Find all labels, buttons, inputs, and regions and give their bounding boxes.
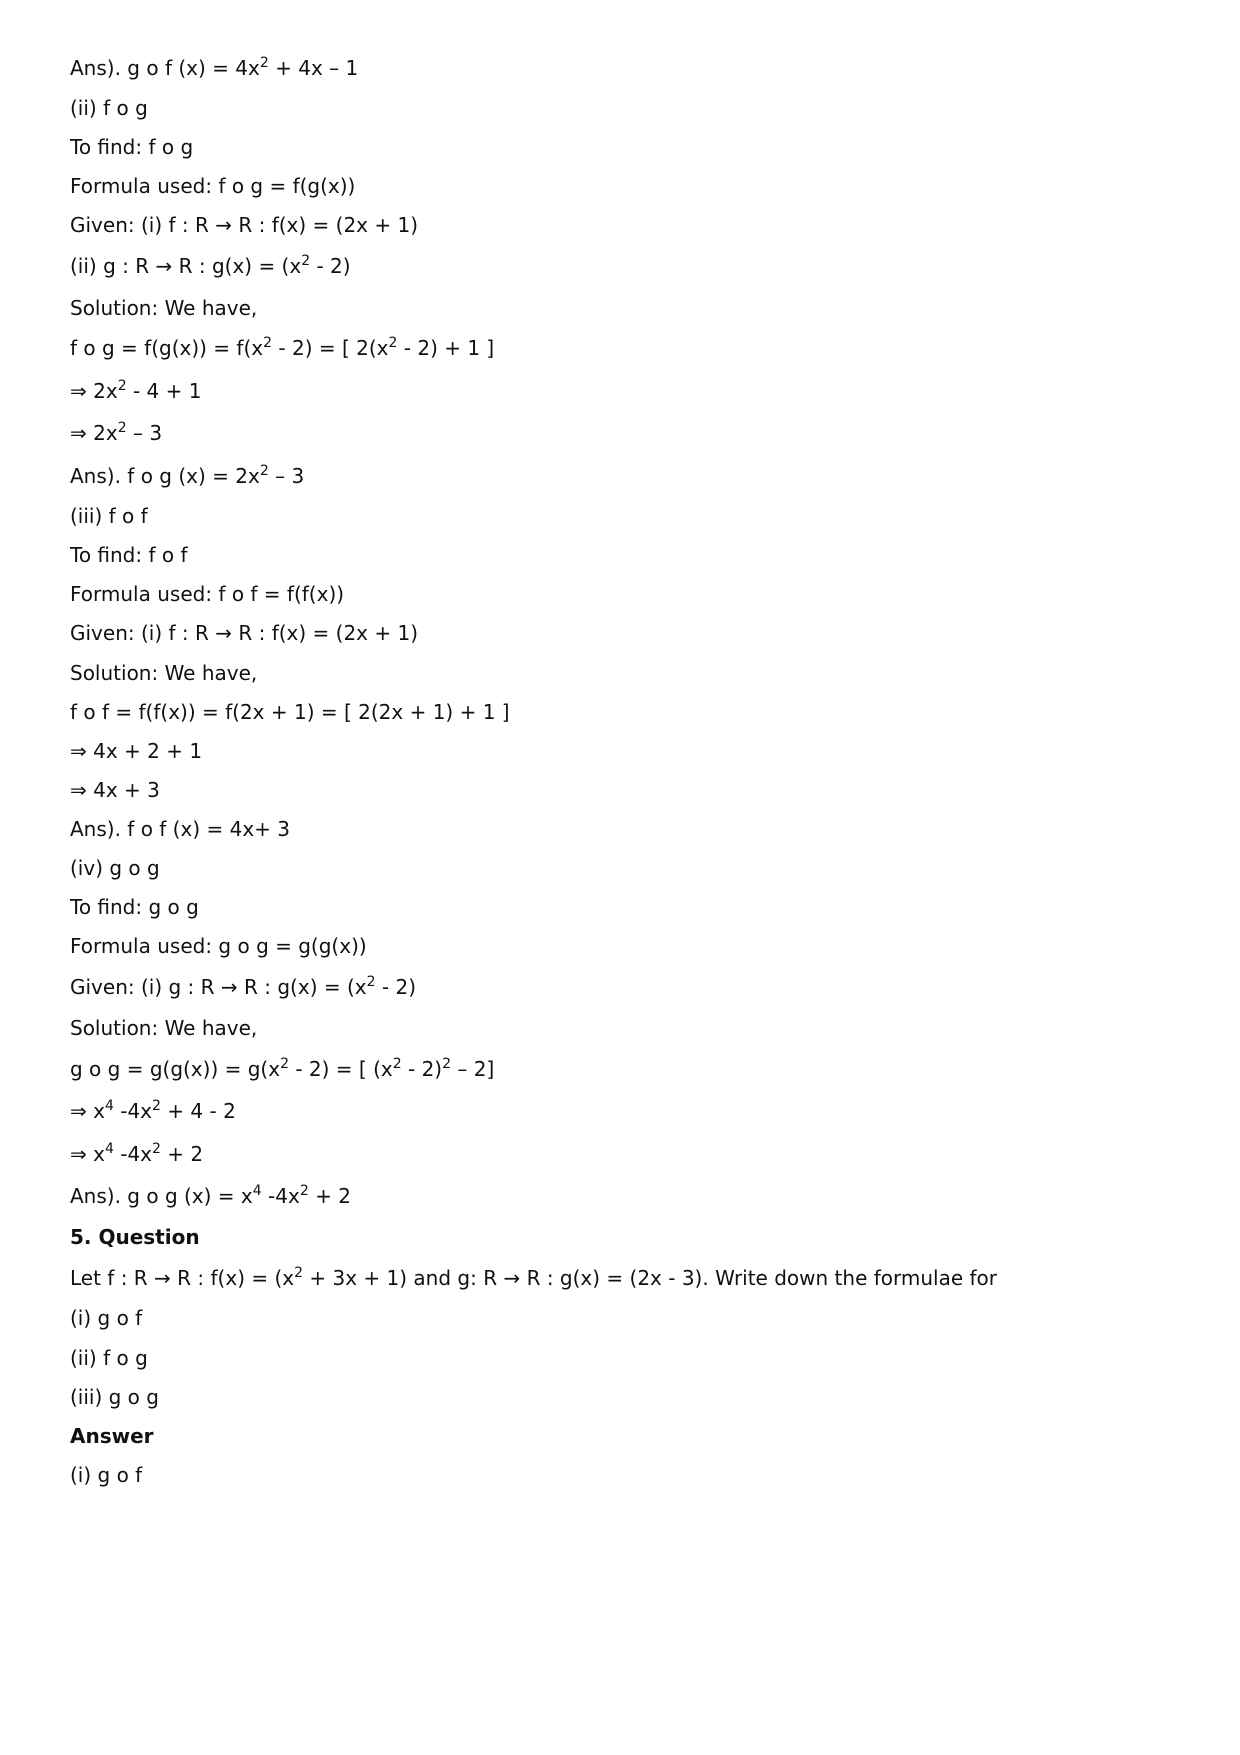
- text-segment: Formula used: f o g = f(g(x)): [70, 174, 356, 198]
- text-segment: ⇒ 4x + 3: [70, 778, 160, 802]
- text-line: [70, 296, 257, 320]
- text-segment: Formula used: g o g = g(g(x)): [70, 934, 367, 958]
- text-segment: ⇒ 4x + 2 + 1: [70, 739, 203, 763]
- text-segment: (ii) f o g: [70, 96, 148, 120]
- text-segment: ⇒ 2x: [70, 379, 118, 403]
- text-line: [70, 213, 418, 237]
- text-line: [70, 56, 358, 80]
- superscript: 2: [280, 1056, 289, 1072]
- text-segment: To find: f o g: [70, 135, 194, 159]
- text-line: [70, 1184, 351, 1208]
- text-segment: Ans). f o g (x) = 2x: [70, 464, 260, 488]
- section-heading: [70, 1424, 154, 1448]
- section-heading: [70, 1225, 200, 1249]
- text-line: [70, 975, 416, 999]
- text-line: [70, 621, 418, 645]
- text-segment: Let f : R → R : f(x) = (x: [70, 1266, 295, 1290]
- text-segment: - 2): [310, 254, 351, 278]
- superscript: 4: [104, 1098, 114, 1114]
- text-segment: Solution: We have,: [70, 1016, 258, 1040]
- text-line: [70, 661, 257, 685]
- text-line: [70, 1306, 142, 1330]
- superscript: 2: [301, 253, 311, 269]
- text-segment: + 4x – 1: [268, 56, 359, 80]
- text-segment: ⇒ 2x: [70, 421, 118, 445]
- text-line: [70, 700, 510, 724]
- superscript: 2: [263, 335, 273, 351]
- text-segment: f o g = f(g(x)) = f(x: [70, 336, 264, 360]
- text-segment: g o g = g(g(x)) = g(x: [70, 1057, 281, 1081]
- text-line: [70, 504, 148, 528]
- text-segment: + 3x + 1) and g: R → R : g(x) = (2x - 3). Write down the formulae for: [303, 1266, 998, 1290]
- text-line: [70, 1099, 236, 1123]
- text-line: [70, 895, 199, 919]
- superscript: 4: [104, 1141, 114, 1157]
- text-segment: - 4 + 1: [126, 379, 202, 403]
- superscript: 2: [117, 420, 127, 436]
- text-line: [70, 174, 355, 198]
- text-segment: Ans). g o g (x) = x: [70, 1184, 253, 1208]
- text-segment: (i) g o f: [70, 1306, 143, 1330]
- text-line: [70, 1346, 148, 1370]
- text-line: [70, 856, 160, 880]
- text-segment: (iv) g o g: [70, 856, 160, 880]
- superscript: 2: [366, 974, 376, 990]
- text-segment: (iii) f o f: [70, 504, 148, 528]
- text-segment: Formula used: f o f = f(f(x)): [70, 582, 345, 606]
- text-segment: -4x: [261, 1184, 300, 1208]
- text-segment: Solution: We have,: [70, 661, 258, 685]
- text-segment: - 2): [401, 1057, 443, 1081]
- superscript: 2: [294, 1265, 304, 1281]
- text-line: [70, 379, 201, 403]
- text-segment: - 2) = [ 2(x: [272, 336, 389, 360]
- text-segment: To find: g o g: [70, 895, 199, 919]
- text-segment: + 4 - 2: [160, 1099, 236, 1123]
- text-segment: ⇒ x: [70, 1142, 105, 1166]
- text-segment: Ans). g o f (x) = 4x: [70, 56, 260, 80]
- text-segment: + 2: [160, 1142, 204, 1166]
- text-line: [70, 464, 304, 488]
- text-segment: - 2) = [ (x: [288, 1057, 393, 1081]
- text-segment: Ans). f o f (x) = 4x+ 3: [70, 817, 290, 841]
- text-segment: – 2]: [451, 1057, 495, 1081]
- text-line: [70, 1142, 203, 1166]
- superscript: 2: [117, 378, 127, 394]
- superscript: 2: [392, 1056, 402, 1072]
- text-line: [70, 1385, 159, 1409]
- text-segment: - 2): [375, 975, 416, 999]
- text-segment: – 3: [126, 421, 163, 445]
- text-line: [70, 934, 367, 958]
- superscript: 2: [442, 1056, 452, 1072]
- text-segment: Answer: [70, 1424, 154, 1448]
- text-segment: Given: (i) f : R → R : f(x) = (2x + 1): [70, 213, 419, 237]
- text-line: [70, 1463, 142, 1487]
- text-segment: (iii) g o g: [70, 1385, 159, 1409]
- text-line: [70, 254, 351, 278]
- text-line: [70, 778, 160, 802]
- text-segment: (i) g o f: [70, 1463, 143, 1487]
- text-line: [70, 1266, 997, 1290]
- superscript: 2: [152, 1141, 161, 1157]
- superscript: 2: [259, 55, 269, 71]
- text-segment: (ii) f o g: [70, 1346, 148, 1370]
- text-segment: 5. Question: [70, 1225, 200, 1249]
- superscript: 2: [152, 1098, 161, 1114]
- text-segment: Solution: We have,: [70, 296, 258, 320]
- superscript: 2: [259, 463, 269, 479]
- text-line: [70, 543, 188, 567]
- text-segment: ⇒ x: [70, 1099, 105, 1123]
- text-segment: (ii) g : R → R : g(x) = (x: [70, 254, 302, 278]
- text-segment: -4x: [113, 1099, 153, 1123]
- text-line: [70, 421, 162, 445]
- text-line: [70, 1016, 257, 1040]
- text-line: [70, 96, 148, 120]
- superscript: 4: [252, 1183, 262, 1199]
- text-segment: - 2) + 1 ]: [397, 336, 495, 360]
- text-line: [70, 1057, 494, 1081]
- text-segment: – 3: [268, 464, 305, 488]
- text-line: [70, 336, 494, 360]
- text-line: [70, 739, 202, 763]
- text-segment: f o f = f(f(x)) = f(2x + 1) = [ 2(2x + 1) + 1 ]: [70, 700, 510, 724]
- text-segment: + 2: [308, 1184, 351, 1208]
- text-line: [70, 582, 344, 606]
- superscript: 2: [299, 1183, 309, 1199]
- text-segment: Given: (i) f : R → R : f(x) = (2x + 1): [70, 621, 419, 645]
- text-line: [70, 135, 193, 159]
- text-line: [70, 817, 290, 841]
- text-segment: Given: (i) g : R → R : g(x) = (x: [70, 975, 367, 999]
- text-segment: -4x: [113, 1142, 153, 1166]
- text-segment: To find: f o f: [70, 543, 188, 567]
- superscript: 2: [388, 335, 398, 351]
